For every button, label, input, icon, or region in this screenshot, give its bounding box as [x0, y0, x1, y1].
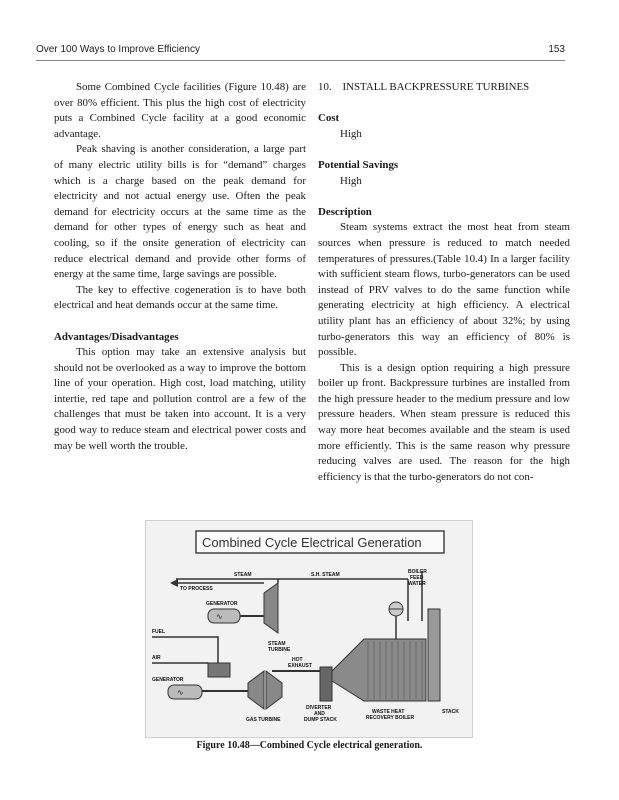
gas-turbine-expander [266, 671, 282, 709]
generator-bottom-shape [168, 685, 202, 699]
label-to-process: TO PROCESS [180, 586, 213, 592]
stack-shape [428, 609, 440, 701]
paragraph: This option may take an extensive analysis but should not be overlooked as a way to improve the bottom line of your operation. High cost, load matching, utility intertie, red tape and pollution control are a few of the challenges that must be taken into account. It is a very good way to reduce steam and electrical power costs and may be well worth the trouble. [54, 346, 306, 452]
section-heading-advantages: Advantages/Disadvantages [54, 330, 179, 343]
label-hot-exhaust-1: HOT [292, 657, 303, 663]
label-steam: STEAM [234, 572, 252, 578]
label-fuel: FUEL [152, 629, 166, 635]
label-hot-exhaust-2: EXHAUST [288, 663, 312, 669]
svg-text:∿: ∿ [216, 612, 223, 621]
paragraph: Steam systems extract the most heat from steam sources when pressure is reduced to match needed temperatures of pressures.(Table 10.4) In a larger facility with sufficient steam flows, turbo-generators can be used instead of PRV valves to do the same function while generating electricity at high efficiency. A electrical utility plant has an efficiency of about 32%; by using turbo-generators this way an efficiency of 80% is possible. [318, 221, 570, 359]
generator-top-shape [208, 609, 240, 623]
label-generator-bottom: GENERATOR [152, 677, 184, 683]
running-head [36, 40, 565, 58]
running-title: Over 100 Ways to Improve Efficiency [36, 44, 200, 55]
paragraph: Peak shaving is another consideration, a large part of many electric utility bills is for “demand” charges which is a charge based on the peak demand for electricity and not actual energy use. Often the peak demand for electricity occurs at the same time as the demand for other types of energy such as heat and cooling, so if the onsite generation of electricity can reduce electrical demand and provide other forms of energy at the same time, large savings are possible. [54, 143, 306, 281]
label-boiler-feed-2: FEED [410, 575, 424, 581]
label-diverter-1: DIVERTER [306, 705, 332, 711]
label-air: AIR [152, 655, 161, 661]
page-number: 153 [548, 44, 565, 55]
label-boiler-feed-3: WATER [408, 581, 426, 587]
svg-text:∿: ∿ [177, 688, 184, 697]
label-boiler-feed-1: BOILER [408, 569, 427, 575]
combustor-shape [208, 663, 230, 677]
cost-label: Cost [318, 112, 340, 125]
paragraph: Some Combined Cycle facilities (Figure 10.48) are over 80% efficient. This plus the high cost of electricity puts a Combined Cycle facility at a good economic advantage. [54, 81, 306, 140]
label-waste-heat-2: RECOVERY BOILER [366, 715, 415, 721]
description-label: Description [318, 205, 372, 218]
figure-caption: Figure 10.48—Combined Cycle electrical generation. [196, 740, 423, 751]
header-rule [36, 60, 565, 61]
right-column [318, 80, 570, 485]
label-steam-turbine-1: STEAM [268, 641, 286, 647]
combined-cycle-diagram [146, 521, 472, 737]
cost-value: High [340, 127, 362, 140]
label-waste-heat-1: WASTE HEAT [372, 709, 405, 715]
steam-turbine-shape [264, 583, 278, 633]
section-title: 10. INSTALL BACKPRESSURE TURBINES [318, 81, 530, 93]
label-stack: STACK [442, 709, 459, 715]
gas-turbine-compressor [248, 671, 264, 709]
label-gas-turbine: GAS TURBINE [246, 717, 281, 723]
left-column [54, 80, 306, 454]
label-diverter-2: AND [314, 711, 325, 717]
diverter-shape [320, 667, 332, 701]
hrsg-shape [332, 639, 426, 701]
savings-label: Potential Savings [318, 158, 399, 171]
label-generator-top: GENERATOR [206, 601, 238, 607]
label-steam-turbine-2: TURBINE [268, 647, 291, 653]
figure-diagram [145, 520, 473, 738]
label-diverter-3: DUMP STACK [304, 717, 337, 723]
paragraph: This is a design option requiring a high pressure boiler up front. Backpressure turbines are installed from the high pressure header to the medium pressure and low pressure headers. When steam pressure is reduced this way more heat becomes available and the steam is used more efficiently. This is the same reason why pressure reducing valves are used. The reason for the high efficiency is that the turbo-generators do not con- [318, 361, 570, 483]
label-sh-steam: S.H. STEAM [311, 572, 340, 578]
savings-value: High [340, 174, 362, 187]
diagram-title: Combined Cycle Electrical Generation [202, 535, 422, 550]
paragraph: The key to effective cogeneration is to have both electrical and heat demands occur at the same time. [54, 283, 306, 312]
